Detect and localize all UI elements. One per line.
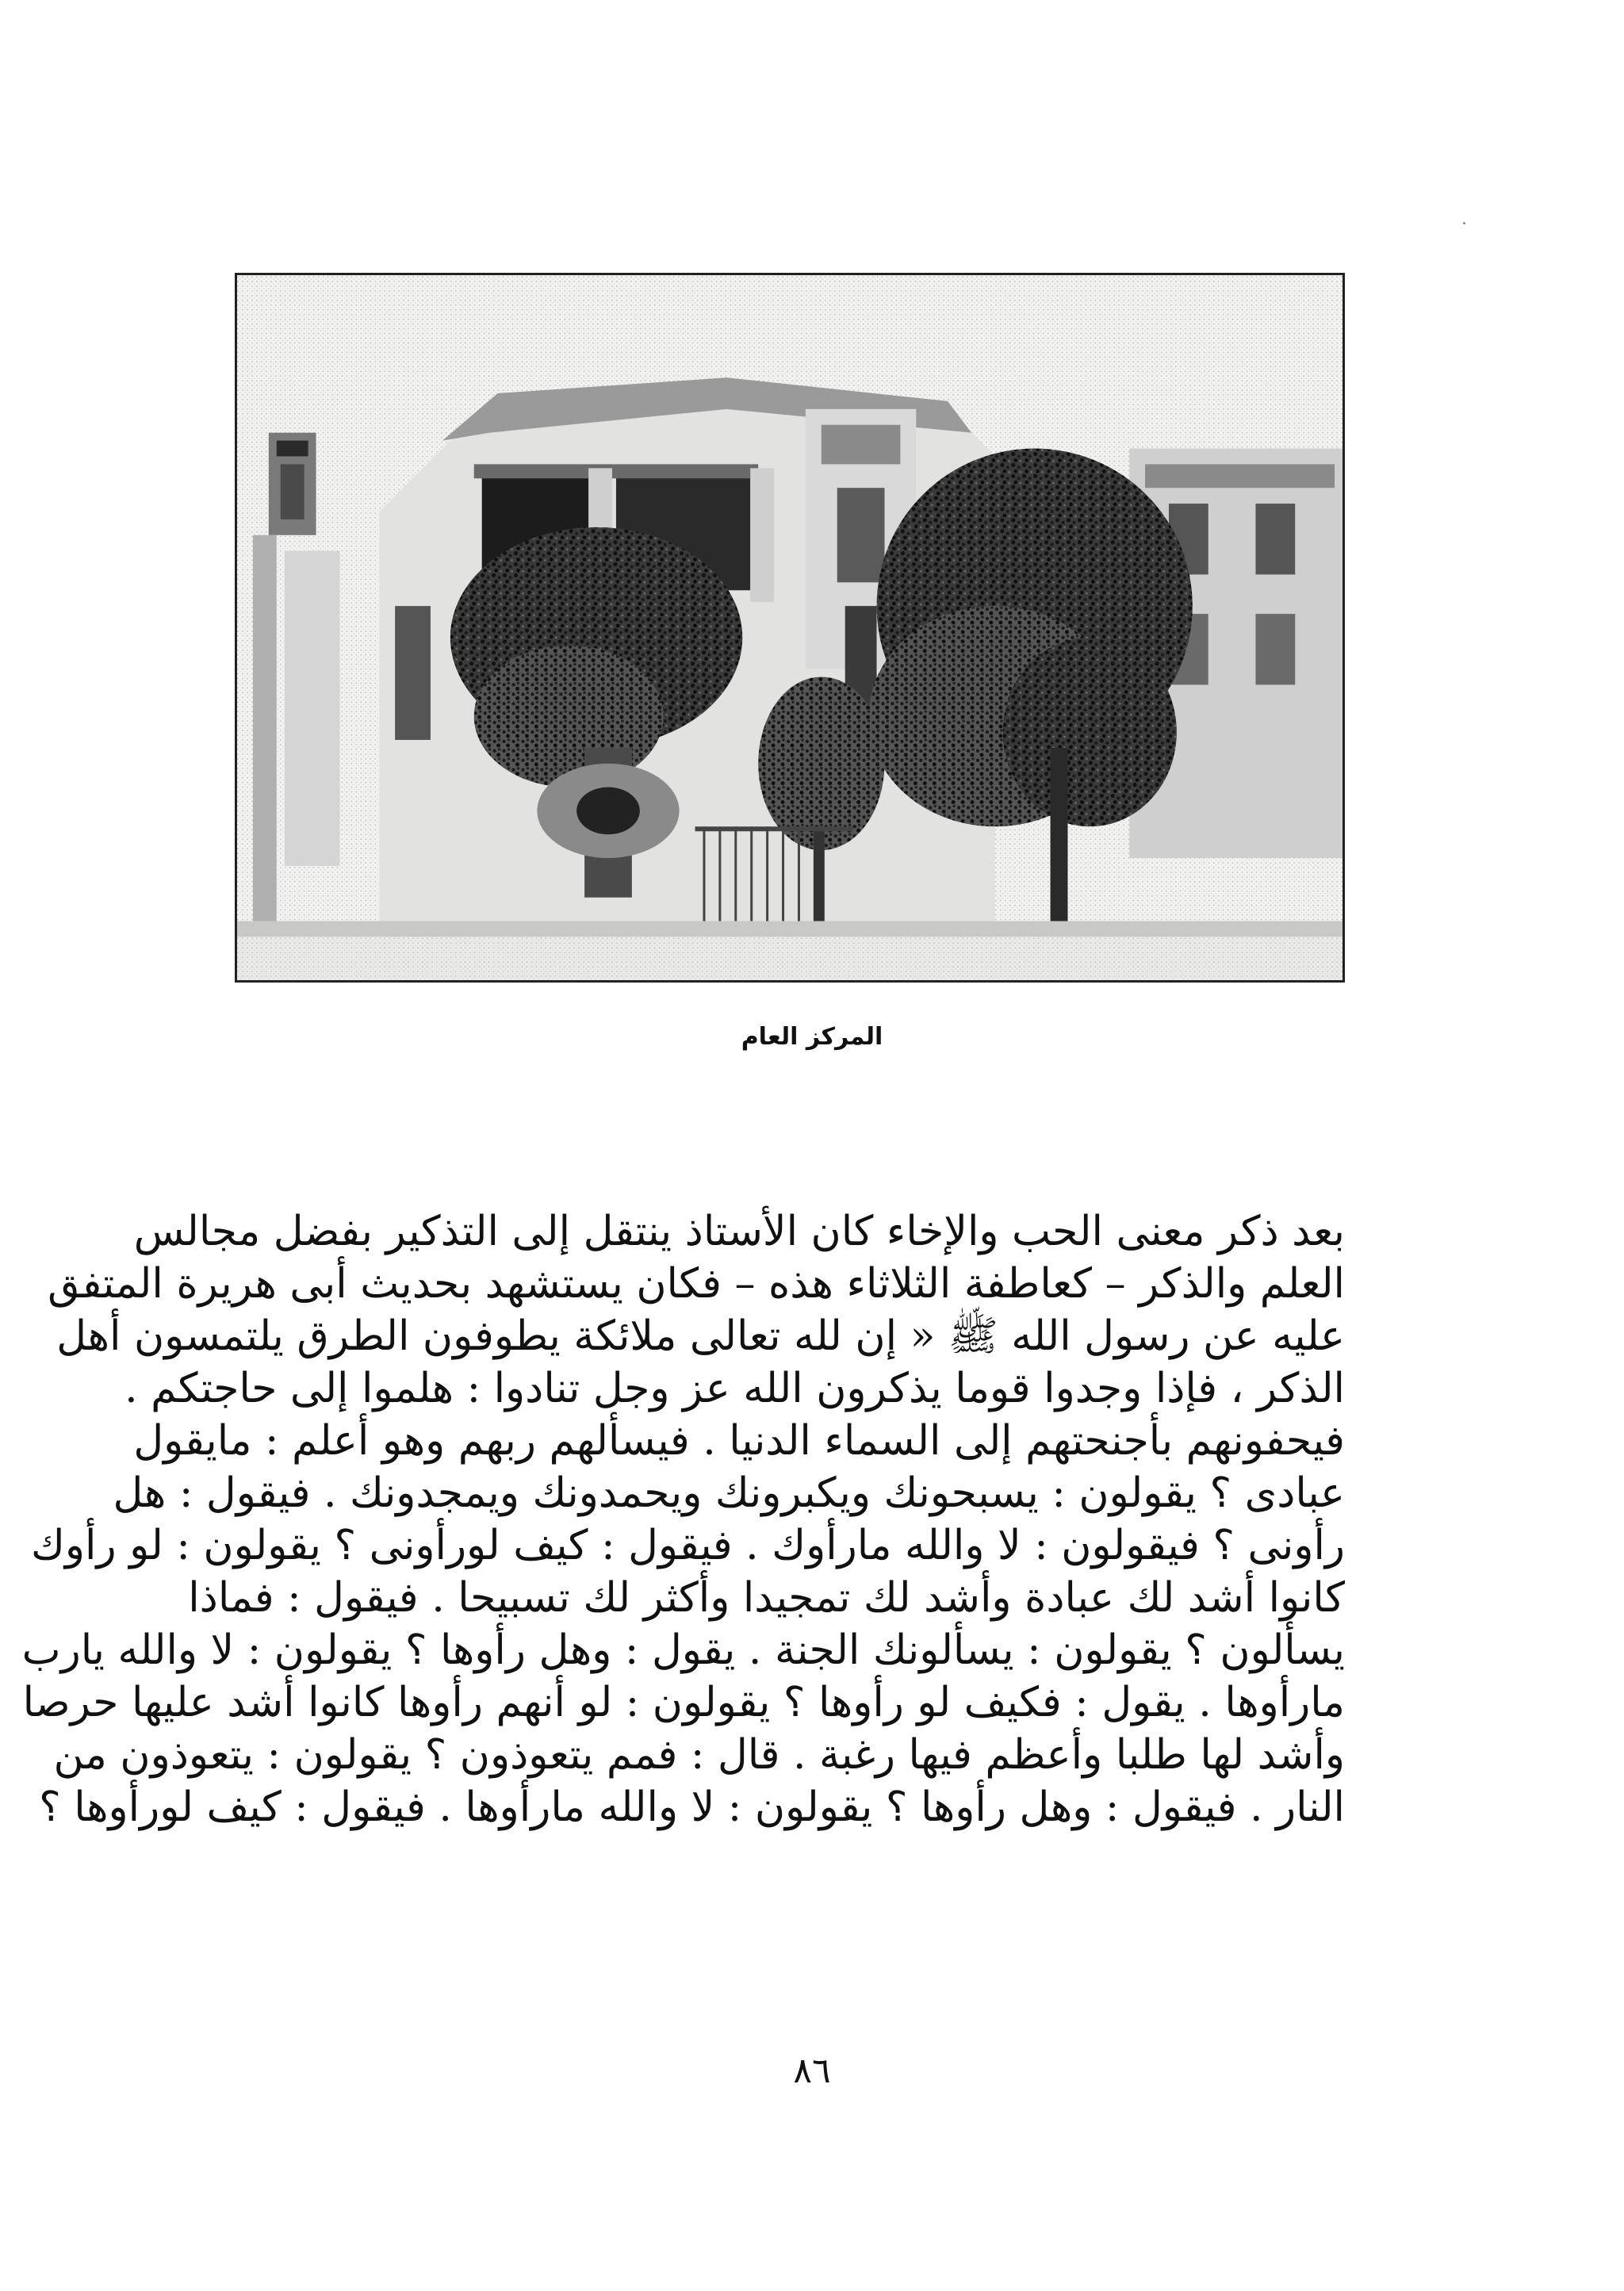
text-line: مارأوها . يقول : فكيف لو رأوها ؟ يقولون : لو أنهم رأوها كانوا أشد عليها حرصا — [22, 1679, 1345, 1726]
text-line: الذكر ، فإذا وجدوا قوما يذكرون الله عز وجل تنادوا : هلموا إلى حاجتكم . — [124, 1365, 1345, 1412]
figure-caption: المركز العام — [741, 1023, 883, 1051]
text-line: العلم والذكر – كعاطفة الثلاثاء هذه – فكان يستشهد بحديث أبى هريرة المتفق — [48, 1260, 1345, 1308]
text-line: بعد ذكر معنى الحب والإخاء كان الأستاذ ينتقل إلى التذكير بفضل مجالس — [133, 1208, 1345, 1255]
text-line: فيحفونهم بأجنحتهم إلى السماء الدنيا . فيسألهم ربهم وهو أعلم : مايقول — [133, 1417, 1345, 1465]
text-line: عليه عن رسول الله ﷺ « إن لله تعالى ملائكة يطوفون الطرق يلتمسون أهل — [56, 1312, 1345, 1360]
building-photograph — [235, 273, 1345, 983]
scan-speck — [1463, 222, 1465, 224]
text-line: النار . فيقول : وهل رأوها ؟ يقولون : لا والله مارأوها . فيقول : كيف لورأوها ؟ — [39, 1783, 1345, 1831]
text-line: يسألون ؟ يقولون : يسألونك الجنة . يقول : وهل رأوها ؟ يقولون : لا والله يارب — [21, 1626, 1345, 1674]
text-line: كانوا أشد لك عبادة وأشد لك تمجيدا وأكثر لك تسبيحا . فيقول : فماذا — [188, 1574, 1345, 1622]
text-line: وأشد لها طلبا وأعظم فيها رغبة . قال : فمم يتعوذون ؟ يقولون : يتعوذون من — [53, 1731, 1345, 1779]
text-line: رأونى ؟ فيقولون : لا والله مارأوك . فيقول : كيف لورأونى ؟ يقولون : لو رأوك — [31, 1522, 1345, 1569]
page-number: ٨٦ — [793, 2051, 831, 2091]
body-paragraph — [21, 1205, 1345, 1833]
building-photo-icon — [237, 275, 1342, 980]
text-line: عبادى ؟ يقولون : يسبحونك ويكبرونك ويحمدونك ويمجدونك . فيقول : هل — [113, 1469, 1345, 1517]
